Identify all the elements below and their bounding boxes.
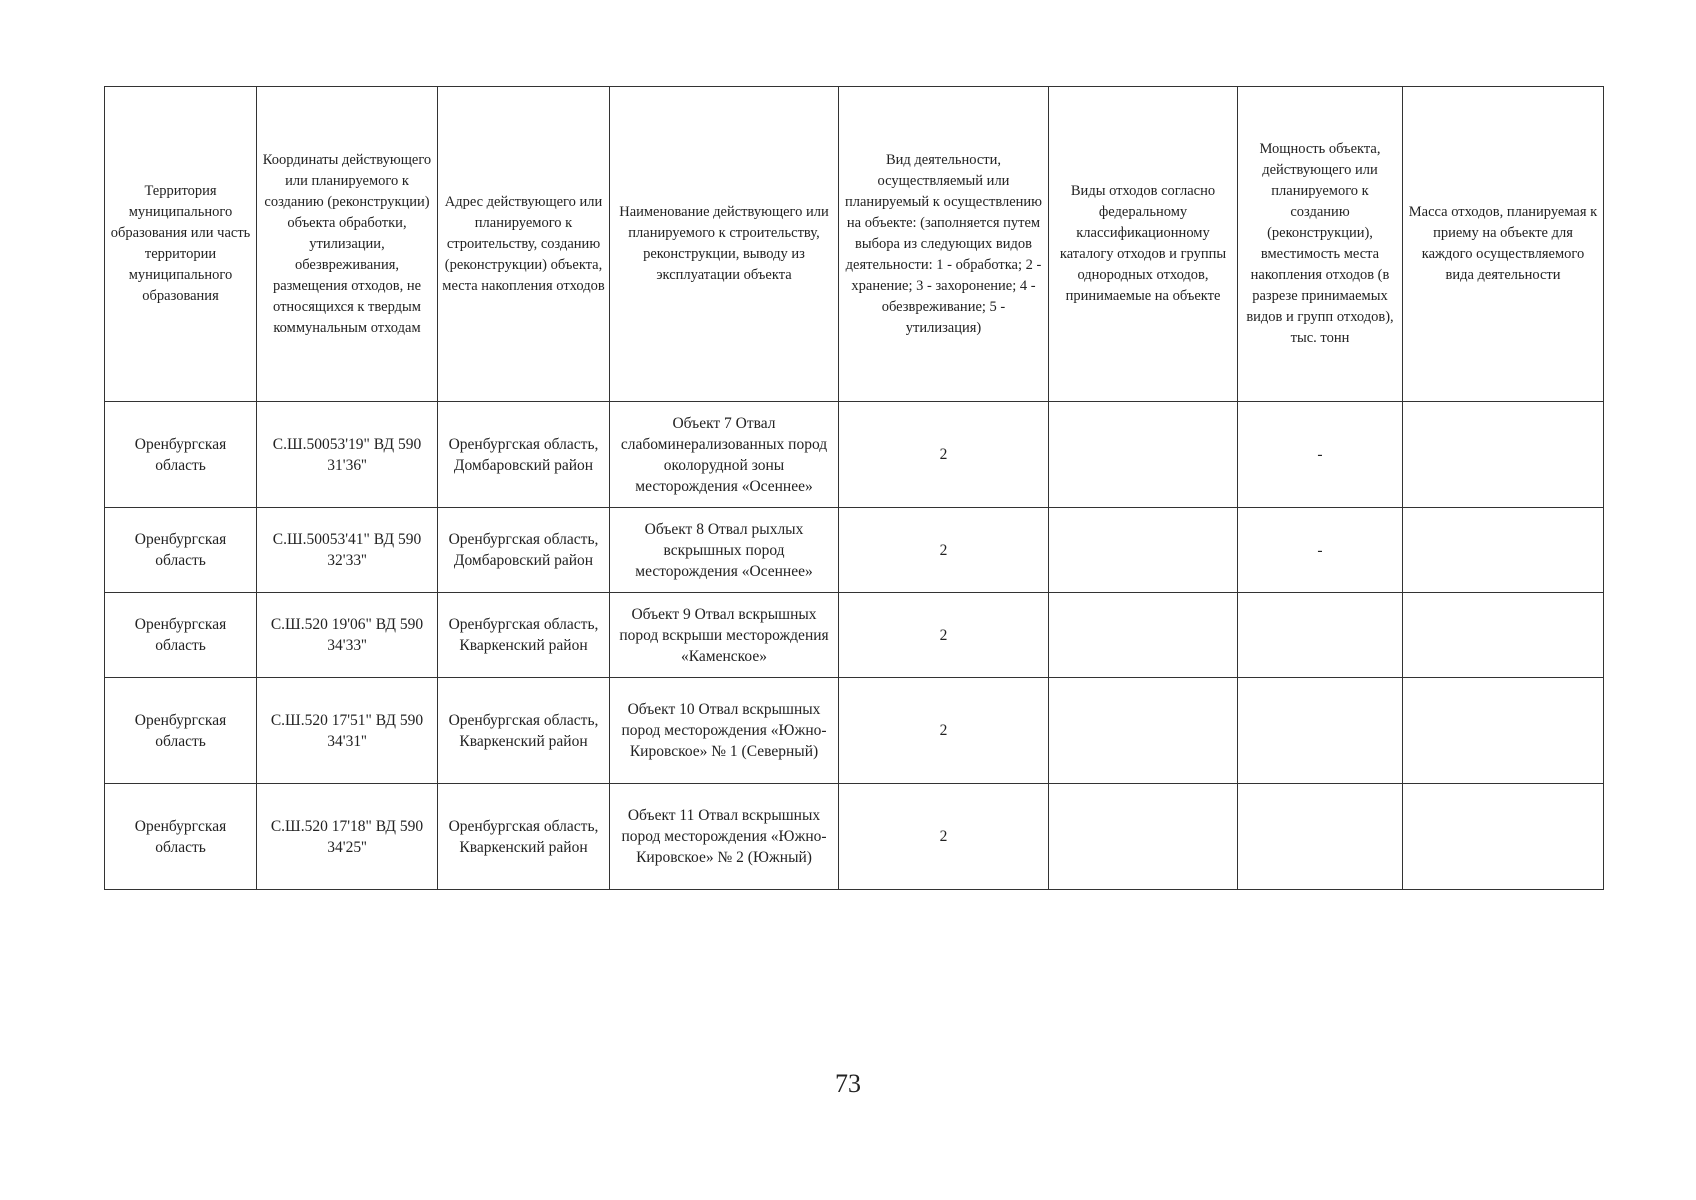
cell-activity-type: 2 <box>839 508 1049 593</box>
cell-coordinates: С.Ш.520 17'18" ВД 590 34'25'' <box>257 784 438 890</box>
cell-capacity: - <box>1238 402 1403 508</box>
header-capacity: Мощность объекта, действующего или планируемого к созданию (реконструкции), вместимость места накопления отходов (в разрезе принимаемых видов и групп отходов), тыс. тонн <box>1238 87 1403 402</box>
cell-address: Оренбургская область, Кваркенский район <box>438 678 610 784</box>
header-territory: Территория муниципального образования или часть территории муниципального образования <box>105 87 257 402</box>
header-waste-mass: Масса отходов, планируемая к приему на объекте для каждого осуществляемого вида деятельности <box>1403 87 1604 402</box>
cell-waste-types <box>1049 678 1238 784</box>
cell-territory: Оренбургская область <box>105 402 257 508</box>
cell-coordinates: С.Ш.50053'41" ВД 590 32'33'' <box>257 508 438 593</box>
table-row <box>105 678 1604 784</box>
cell-territory: Оренбургская область <box>105 678 257 784</box>
cell-waste-mass <box>1403 678 1604 784</box>
cell-object-name: Объект 10 Отвал вскрышных пород месторождения «Южно-Кировское» № 1 (Северный) <box>610 678 839 784</box>
table-header-row <box>105 87 1604 402</box>
table-row <box>105 593 1604 678</box>
cell-capacity <box>1238 593 1403 678</box>
cell-waste-types <box>1049 402 1238 508</box>
cell-activity-type: 2 <box>839 593 1049 678</box>
page-number: 73 <box>835 1069 861 1098</box>
cell-address: Оренбургская область, Домбаровский район <box>438 402 610 508</box>
table-row <box>105 402 1604 508</box>
waste-facilities-table <box>104 86 1604 890</box>
header-coordinates: Координаты действующего или планируемого к созданию (реконструкции) объекта обработки, утилизации, обезвреживания, размещения отходов, не относящихся к твердым коммунальным отходам <box>257 87 438 402</box>
cell-capacity <box>1238 678 1403 784</box>
cell-address: Оренбургская область, Кваркенский район <box>438 784 610 890</box>
cell-coordinates: С.Ш.520 17'51" ВД 590 34'31'' <box>257 678 438 784</box>
cell-waste-mass <box>1403 784 1604 890</box>
header-activity-type: Вид деятельности, осуществляемый или планируемый к осуществлению на объекте: (заполняется путем выбора из следующих видов деятельности: 1 - обработка; 2 - хранение; 3 - захоронение; 4 - обезвреживание; 5 - утилизация) <box>839 87 1049 402</box>
cell-waste-mass <box>1403 593 1604 678</box>
cell-address: Оренбургская область, Кваркенский район <box>438 593 610 678</box>
cell-territory: Оренбургская область <box>105 593 257 678</box>
cell-activity-type: 2 <box>839 678 1049 784</box>
cell-coordinates: С.Ш.50053'19" ВД 590 31'36'' <box>257 402 438 508</box>
cell-waste-mass <box>1403 508 1604 593</box>
cell-waste-types <box>1049 593 1238 678</box>
cell-object-name: Объект 7 Отвал слабоминерализованных пород околорудной зоны месторождения «Осеннее» <box>610 402 839 508</box>
cell-territory: Оренбургская область <box>105 784 257 890</box>
document-page <box>104 86 1603 890</box>
cell-coordinates: С.Ш.520 19'06" ВД 590 34'33'' <box>257 593 438 678</box>
header-object-name: Наименование действующего или планируемого к строительству, реконструкции, выводу из эксплуатации объекта <box>610 87 839 402</box>
cell-activity-type: 2 <box>839 402 1049 508</box>
cell-waste-types <box>1049 784 1238 890</box>
cell-capacity <box>1238 784 1403 890</box>
cell-waste-types <box>1049 508 1238 593</box>
cell-object-name: Объект 8 Отвал рыхлых вскрышных пород месторождения «Осеннее» <box>610 508 839 593</box>
cell-object-name: Объект 9 Отвал вскрышных пород вскрыши месторождения «Каменское» <box>610 593 839 678</box>
table-row <box>105 784 1604 890</box>
cell-capacity: - <box>1238 508 1403 593</box>
cell-waste-mass <box>1403 402 1604 508</box>
cell-address: Оренбургская область, Домбаровский район <box>438 508 610 593</box>
cell-territory: Оренбургская область <box>105 508 257 593</box>
header-address: Адрес действующего или планируемого к строительству, созданию (реконструкции) объекта, места накопления отходов <box>438 87 610 402</box>
header-waste-types: Виды отходов согласно федеральному классификационному каталогу отходов и группы однородных отходов, принимаемые на объекте <box>1049 87 1238 402</box>
table-row <box>105 508 1604 593</box>
cell-activity-type: 2 <box>839 784 1049 890</box>
cell-object-name: Объект 11 Отвал вскрышных пород месторождения «Южно-Кировское» № 2 (Южный) <box>610 784 839 890</box>
